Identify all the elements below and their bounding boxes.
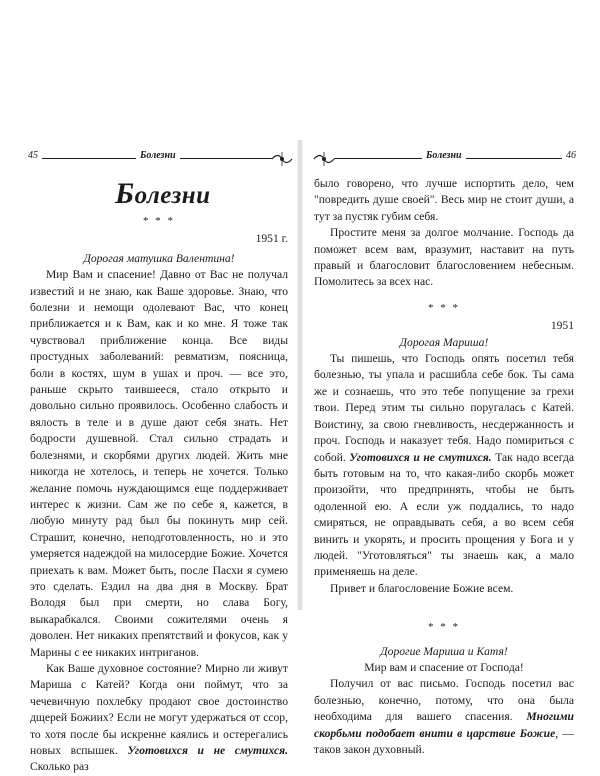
right-text-block: [314, 176, 574, 758]
ornament-flourish-icon: [312, 150, 336, 168]
text-run: Ты пишешь, что Господь опять посетил тебя болезнью, ты упала и расшибла себе бок. Ты сама же и сознаешь, что это тебе попущение за грехи твои. Перед этим ты сильно поругалась с Катей. Воистину, за свою гневливость, несдержанность и проч. Господь и наказует тебя. Надо помириться с собой.: [314, 352, 574, 464]
letter-date: 1951: [550, 319, 574, 333]
right-running-title: Болезни: [422, 150, 466, 161]
paragraph: [30, 661, 288, 776]
text-run: , — таков закон духовный.: [314, 726, 574, 756]
right-page-number: 46: [566, 150, 576, 161]
paragraph: Привет и благословение Божие всем.: [330, 581, 514, 595]
paragraph: Мир Вам и спасение! Давно от Вас не получал известий и не знаю, как Ваше здоровье. Знаю, что болезни и немощи одолевают Вас, что конец приближается и к Вам, как и ко мне. Я тоже так чувствовал приближение конца. Все виды простудных заболеваний: ревматизм, поясница, боли в костях, шум в ушах и проч. — все это, раньше скрыто таившееся, стало открыто и довольно сильно проявилось. Особенно слабость и вялость в теле и в душе дают себя знать. Нет бодрости душевной. Стал сильно страдать и болезнями, и скорбями других людей. Жить мне никогда не хотелось, и теперь не хочется. Только желание помочь нуждающимся еще поддерживает интерес к жизни. Сам же по себе я, кажется, в любую минуту рад был бы покинуть мир сей. Страшит, конечно, неподготовленность, но и это умеряется надеждой на милосердие Божие. Хочется приехать к вам. Может быть, после Пасхи я сумею это сделать. Ездил на два дня в Москву. Брат Володя был при смерти, но слава Богу, выкарабкался. Своими сожителями очень я доволен. Нет никаких препятствий и фокусов, как у Марины с ее никаких интриганов.: [30, 268, 288, 659]
paragraph: [314, 676, 574, 758]
right-page: [300, 0, 600, 756]
left-page-number: 45: [28, 150, 38, 161]
section-separator: * * *: [428, 301, 460, 314]
emphasis-quote: Многими скорбьми подобает внити в царствие Божие: [314, 710, 574, 740]
letter-greeting: Дорогие Мариша и Катя!: [380, 644, 508, 658]
paragraph: Простите меня за долгое молчание. Господь да поможет всем вам, вразумит, наставит на путь правый и благословит благословением небесным. Помолитесь за всех нас.: [314, 226, 574, 289]
emphasis-quote: Уготовихся и не смутихся.: [349, 450, 492, 464]
letter-greeting: Дорогая матушка Валентина!: [83, 251, 235, 265]
ornament-flourish-icon: [270, 150, 294, 168]
paragraph: [314, 351, 574, 581]
left-page: [0, 0, 300, 774]
text-run: Получил от вас письмо. Господь посетил вас болезнью, конечно, потому, что она была необходима для вашего спасения.: [314, 677, 574, 724]
section-separator: * * *: [428, 621, 460, 634]
letter-greeting-sub: Мир вам и спасение от Господа!: [364, 660, 524, 674]
left-running-header: [28, 150, 293, 168]
paragraph: было говорено, что лучше испортить дело, чем "повредить душе своей". Весь мир не стоит души, а тут за пустяк губим себя.: [314, 177, 574, 223]
letter-greeting: Дорогая Мариша!: [399, 335, 489, 349]
right-running-header: [312, 150, 577, 168]
letter-date: 1951 г.: [255, 232, 288, 246]
emphasis-quote: Уготовихся и не смутихся.: [127, 744, 288, 757]
text-run: Так надо всегда быть готовым на то, что какая-либо скорбь может произойти, что предпринять, чтобы не быть одоленной ею. А если уж поддались, то надо смиряться, не оправдывать себя, а во всем себя винить и укорять, и просить прощения у Бога и у людей. "Уготовляться" ты знаешь как, а мало применяешь на деле.: [314, 450, 575, 579]
left-text-block: [30, 213, 288, 776]
chapter-title: Болезни: [115, 177, 211, 210]
text-run: Как Ваше духовное состояние? Мирно ли живут Мариша с Катей? Когда они поймут, что за чечевичную похлебку продают свое достоинство дщерей Божиих? Если не могут удержаться от ссор, то хотя после бы искренне каялись и остерегались новых вспышек.: [30, 661, 288, 757]
text-run: Сколько раз: [30, 760, 89, 774]
left-running-title: Болезни: [136, 150, 180, 161]
section-separator: * * *: [143, 215, 175, 227]
